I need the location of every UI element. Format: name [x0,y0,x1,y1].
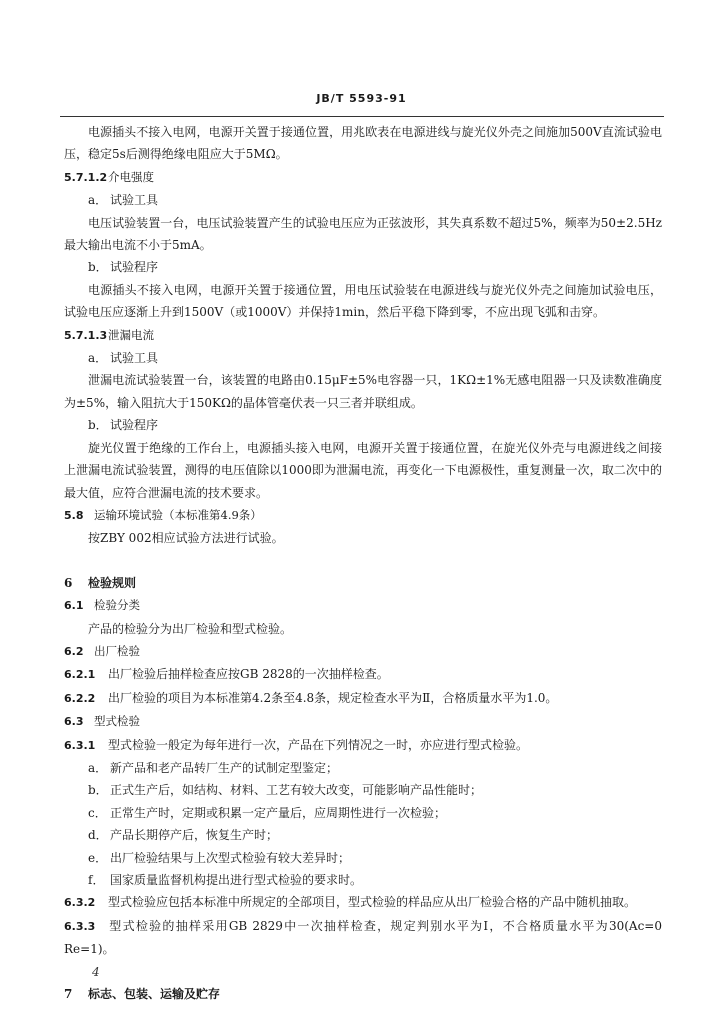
list-item-heading [64,189,662,211]
list-item-heading [64,347,662,369]
paragraph-dielectric-tools: 电压试验装置一台，电压试验装置产生的试验电压应为正弦波形，其失真系数不超过5%，频率为50±2.5Hz最大输出电流不小于5mA。 [64,215,662,253]
section-heading-5-8 [64,504,662,527]
clause-text: 出厂检验后抽样检查应按GB 2828的一次抽样检查。 [108,667,389,682]
spacer [64,961,662,983]
list-title: 试验工具 [110,193,159,208]
list-text: 正常生产时，定期或积累一定产量后，应周期性进行一次检验； [110,805,447,820]
section-heading-6-3 [64,710,662,733]
list-item [64,847,662,869]
list-letter: c． [88,805,107,820]
section-heading-5-7-1-2 [64,166,662,189]
list-letter: f． [88,873,105,887]
chapter-heading-7 [64,983,662,1005]
chapter-title: 标志、包装、运输及贮存 [88,986,221,1001]
list-text: 国家质量监督机构提出进行型式检验的要求时。 [110,873,363,887]
paragraph-transport-test: 按ZBY 002相应试验方法进行试验。 [88,531,284,546]
clause-text: 型式检验的抽样采用GB 2829中一次抽样检查，规定判别水平为Ⅰ，不合格质量水平为30(Ac=0 Re=1)。 [64,918,662,957]
chapter-number: 7 [64,986,73,1001]
clause-number: 6.3.2 [64,896,96,910]
list-item [64,802,662,824]
paragraph-dielectric-procedure: 电源插头不接入电网，电源开关置于接通位置，用电压试验装在电源进线与旋光仪外壳之间施加试验电压，试验电压应逐渐上升到1500V（或1000V）并保持1min，然后平稳下降到零，不应出现飞弧和击穿。 [64,282,662,320]
clause-text: 出厂检验的项目为本标准第4.2条至4.8条，规定检查水平为Ⅱ，合格质量水平为1.0。 [108,690,558,705]
section-title: 出厂检验 [94,643,140,658]
clause-number: 6.2.2 [64,691,96,705]
section-number: 6.1 [64,599,84,613]
document-body [64,121,662,1005]
clause-6-3-1 [64,734,662,757]
list-text: 产品长期停产后，恢复生产时； [110,828,279,843]
page-header-doc-code: JB/T 5593-91 [316,92,407,105]
paragraph-leakage-procedure: 旋光仪置于绝缘的工作台上，电源插头接入电网，电源开关置于接通位置，在旋光仪外壳与电源进线之间接上泄漏电流试验装置，测得的电压值除以1000即为泄漏电流，再变化一下电源极性，重复测量一次，取二次中的最大值，应符合泄漏电流的技术要求。 [64,440,662,500]
paragraph-insulation-resistance: 电源插头不接入电网，电源开关置于接通位置，用兆欧表在电源进线与旋光仪外壳之间施加500V直流试验电压，稳定5s后测得绝缘电阻应大于5MΩ。 [64,125,662,162]
chapter-heading-6 [64,572,662,594]
section-title: 检验分类 [94,598,140,613]
list-letter: b． [88,260,108,275]
list-item [64,824,662,846]
paragraph-inspection-types: 产品的检验分为出厂检验和型式检验。 [88,621,293,636]
clause-6-2-1 [64,663,662,686]
list-title: 试验程序 [110,418,159,433]
page-number: 4 [92,965,100,979]
list-item [64,869,662,891]
list-letter: b． [88,783,108,798]
chapter-number: 6 [64,575,73,590]
clause-6-2-2 [64,687,662,710]
list-item [64,779,662,801]
list-letter: b． [88,418,108,433]
list-text: 正式生产后，如结构、材料、工艺有较大改变，可能影响产品性能时； [110,783,483,798]
chapter-title: 检验规则 [88,575,137,590]
list-letter: a． [88,193,108,208]
section-number: 5.7.1.3 [64,328,108,342]
clause-6-3-3 [64,915,662,961]
list-item-heading [64,256,662,278]
section-number: 5.8 [64,508,84,522]
list-letter: d． [88,828,108,843]
section-number: 6.2 [64,644,84,658]
section-title: 介电强度 [108,169,154,184]
section-number: 6.3 [64,715,84,729]
list-item [64,757,662,779]
section-title: 型式检验 [94,714,140,729]
list-letter: e． [88,850,108,865]
clause-6-3-2 [64,891,662,914]
spacer [64,550,662,572]
section-heading-6-1 [64,594,662,617]
list-letter: a． [88,351,108,366]
clause-number: 6.3.1 [64,738,96,752]
list-text: 出厂检验结果与上次型式检验有较大差异时； [110,850,351,865]
section-title: 运输环境试验（本标准第4.9条） [94,507,262,522]
list-letter: a． [88,760,108,775]
list-title: 试验工具 [110,351,159,366]
clause-number: 6.2.1 [64,668,96,682]
clause-text: 型式检验一般定为每年进行一次，产品在下列情况之一时，亦应进行型式检验。 [108,737,529,752]
clause-number: 6.3.3 [64,919,96,933]
list-text: 新产品和老产品转厂生产的试制定型鉴定； [110,760,339,775]
section-heading-5-7-1-3 [64,324,662,347]
header-rule [60,116,664,117]
paragraph-leakage-tools: 泄漏电流试验装置一台，该装置的电路由0.15μF±5%电容器一只，1KΩ±1%无感电阻器一只及读数准确度为±5%，输入阻抗大于150KΩ的晶体管毫伏表一只三者并联组成。 [64,373,662,410]
section-title: 泄漏电流 [108,327,154,342]
list-item-heading [64,414,662,436]
list-title: 试验程序 [110,260,159,275]
section-heading-6-2 [64,640,662,663]
section-number: 5.7.1.2 [64,170,108,184]
clause-text: 型式检验应包括本标准中所规定的全部项目，型式检验的样品应从出厂检验合格的产品中随机抽取。 [108,895,637,910]
